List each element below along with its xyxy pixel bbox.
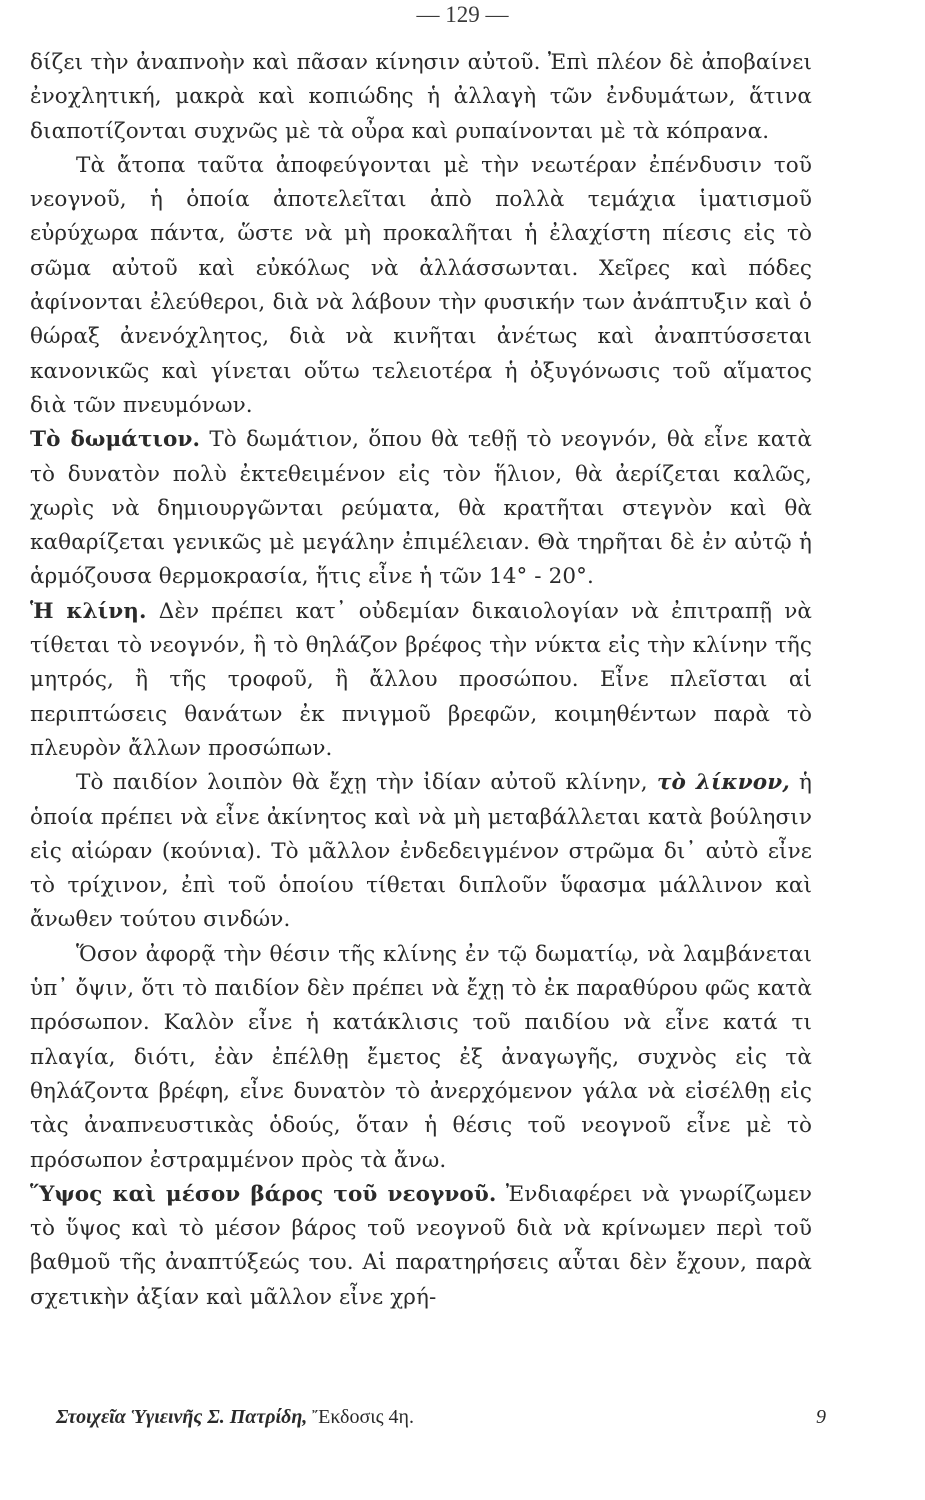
footer-signature: 9 (816, 1406, 826, 1428)
section-heading-bed: Ἡ κλίνη. (30, 598, 147, 624)
paragraph: δίζει τὴν ἀναπνοὴν καὶ πᾶσαν κίνησιν αὐτοῦ. Ἐπὶ πλέον δὲ ἀποβαίνει ἐνοχλητική, μακρὰ καὶ κοπιώδης ἡ ἀλλαγὴ τῶν ἐνδυμάτων, ἅτινα διαποτίζονται συχνῶς μὲ τὰ οὖρα καὶ ρυπαίνονται μὲ τὰ κόπρανα. (30, 50, 812, 144)
body-text (30, 46, 812, 1315)
paragraph: Τὰ ἄτοπα ταῦτα ἀποφεύγονται μὲ τὴν νεωτέραν ἐπένδυσιν τοῦ νεογνοῦ, ἡ ὁποία ἀποτελεῖται ἀπὸ πολλὰ τεμάχια ἱματισμοῦ εὐρύχωρα πάντα, ὥστε νὰ μὴ προκαλῆται ἡ ἐλαχίστη πίεσις εἰς τὸ σῶμα αὐτοῦ καὶ εὐκόλως νὰ ἀλλάσσωνται. Χεῖρες καὶ πόδες ἀφίνονται ἐλεύθεροι, διὰ νὰ λάβουν τὴν φυσικήν των ἀνάπτυξιν καὶ ὁ θώραξ ἀνενόχλητος, διὰ νὰ κινῆται ἀνέτως καὶ ἀναπτύσσεται κανονικῶς καὶ γίνεται οὕτω τελειοτέρα ἡ ὀξυγόνωσις τοῦ αἵματος διὰ τῶν πνευμόνων. (30, 152, 812, 418)
paragraph (30, 766, 812, 937)
paragraph: Ὅσον ἀφορᾷ τὴν θέσιν τῆς κλίνης ἐν τῷ δωματίῳ, νὰ λαμβάνεται ὑπ᾽ ὄψιν, ὅτι τὸ παιδίον δὲν πρέπει νὰ ἔχῃ τὸ ἐκ παραθύρου φῶς κατὰ πρόσωπον. Καλὸν εἶνε ἡ κατάκλισις τοῦ παιδίου νὰ εἶνε κατά τι πλαγία, διότι, ἐὰν ἐπέλθῃ ἔμετος ἐξ ἀναγωγῆς, συχνὸς εἰς τὰ θηλάζοντα βρέφη, εἶνε δυνατὸν τὸ ἀνερχόμενον γάλα νὰ εἰσέλθῃ εἰς τὰς ἀναπνευστικὰς ὁδούς, ὅταν ἡ θέσις τοῦ νεογνοῦ εἶνε μὲ τὸ πρόσωπον ἐστραμμένον πρὸς τὰ ἄνω. (30, 941, 812, 1173)
paragraph-text: Τὸ δωμάτιον, ὅπου θὰ τεθῇ τὸ νεογνόν, θὰ εἶνε κατὰ τὸ δυνατὸν πολὺ ἐκτεθειμένον εἰς τὸν ἥλιον, θὰ ἀερίζεται καλῶς, χωρὶς νὰ δημιουργῶνται ρεύματα, θὰ κρατῆται στεγνὸν καὶ θὰ καθαρίζεται γενικῶς μὲ μεγάλην ἐπιμέλειαν. Θὰ τηρῆται δὲ ἐν αὐτῷ ἡ ἁρμόζουσα θερμοκρασία, ἥτις εἶνε ἡ τῶν 14° - 20°. (30, 427, 812, 590)
section-heading-height-weight: Ὕψος καὶ μέσον βάρος τοῦ νεογνοῦ. (30, 1181, 497, 1207)
page-footer (56, 1406, 826, 1429)
cradle-term: τὸ λίκνον, (656, 770, 790, 796)
paragraph-text: Τὸ παιδίον λοιπὸν θὰ ἔχῃ τὴν ἰδίαν αὐτοῦ κλίνην, (76, 770, 648, 796)
footer-edition: Ἔκδοσις 4η. (312, 1406, 414, 1428)
paragraph-text: Δὲν πρέπει κατ᾽ οὐδεμίαν δικαιολογίαν νὰ ἐπιτραπῇ νὰ τίθεται τὸ νεογνόν, ἢ τὸ θηλάζον βρέφος τὴν νύκτα εἰς τὴν κλίνην τῆς μητρός, ἢ τῆς τροφοῦ, ἢ ἄλλου προσώπου. Εἶνε πλεῖσται αἱ περιπτώσεις θανάτων ἐκ πνιγμοῦ βρεφῶν, κοιμηθέντων παρὰ τὸ πλευρὸν ἄλλων προσώπων. (30, 598, 812, 761)
paragraph (30, 595, 812, 766)
footer-book-title: Στοιχεῖα Ὑγιεινῆς Σ. Πατρίδη, (56, 1406, 308, 1428)
paragraph (30, 1178, 812, 1315)
paragraph-text: ἡ ὁποία πρέπει νὰ εἶνε ἀκίνητος καὶ νὰ μὴ μεταβάλλεται κατὰ βούλησιν εἰς αἰώραν (κούνια). Τὸ μᾶλλον ἐνδεδειγμένον στρῶμα δι᾽ αὐτὸ εἶνε τὸ τρίχινον, ἐπὶ τοῦ ὁποίου τίθεται διπλοῦν ὕφασμα μάλλινον καὶ ἄνωθεν τούτου σινδών. (30, 770, 813, 933)
page-number: — 129 — (416, 2, 509, 27)
paragraph-text: Ἐνδιαφέρει νὰ γνωρίζωμεν τὸ ὕψος καὶ τὸ μέσον βάρος τοῦ νεογνοῦ διὰ νὰ κρίνωμεν περὶ τοῦ βαθμοῦ τῆς ἀναπτύξεώς του. Αἱ παρατηρήσεις αὗται δὲν ἔχουν, παρὰ σχετικὴν ἀξίαν καὶ μᾶλλον εἶνε χρή- (30, 1181, 812, 1310)
paragraph (30, 423, 812, 594)
section-heading-room: Τὸ δωμάτιον. (30, 427, 201, 453)
